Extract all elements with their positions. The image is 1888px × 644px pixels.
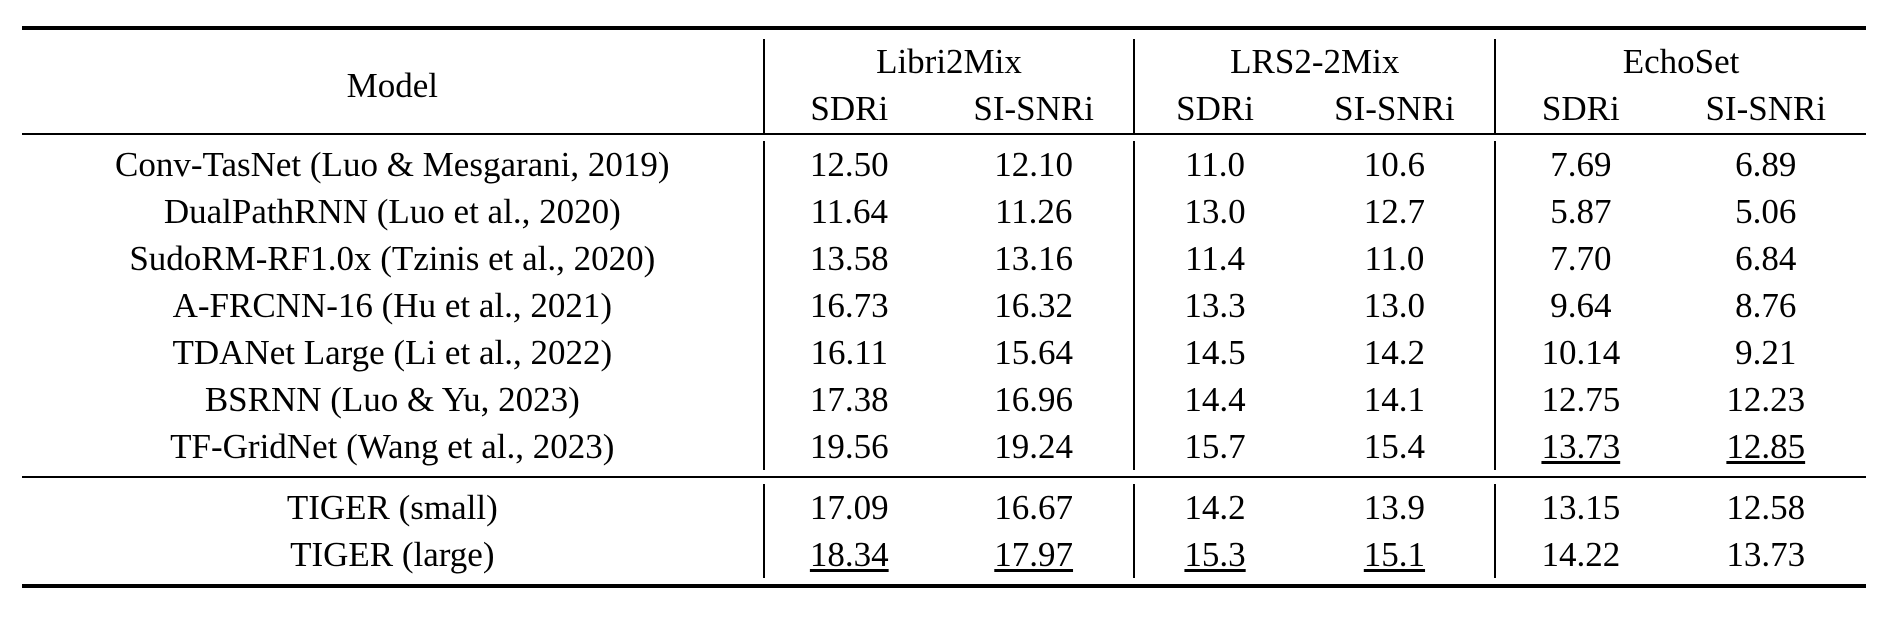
table-row <box>22 484 1866 531</box>
table-row <box>22 235 1866 282</box>
row-cell: 11.0 <box>1134 141 1294 188</box>
row-model-name: TIGER (large) <box>290 534 495 574</box>
row-cell: 15.4 <box>1363 426 1426 466</box>
row-cell: 13.16 <box>994 238 1074 278</box>
row-cell: 7.69 <box>1495 141 1665 188</box>
row-cell: 12.10 <box>994 144 1074 184</box>
row-cell: 16.96 <box>994 379 1074 419</box>
row-cell: 19.56 <box>764 423 934 470</box>
row-cell: 13.73 <box>1726 534 1806 574</box>
table-row <box>22 282 1866 329</box>
row-cell: 12.85 <box>1726 426 1806 466</box>
row-cell: 16.73 <box>764 282 934 329</box>
table-row <box>22 531 1866 578</box>
row-cell: 16.32 <box>994 285 1074 325</box>
header-metric-lrs2-sisnri: SI-SNRi <box>1334 89 1455 128</box>
header-group-echoset: EchoSet <box>1495 39 1866 85</box>
row-cell: 15.7 <box>1134 423 1294 470</box>
row-cell: 5.87 <box>1495 188 1665 235</box>
row-cell: 6.89 <box>1735 144 1797 184</box>
table-bottom-rule <box>22 586 1866 588</box>
row-cell: 12.75 <box>1495 376 1665 423</box>
table-row <box>22 329 1866 376</box>
row-model-name: TIGER (small) <box>286 487 498 527</box>
row-cell: 12.58 <box>1726 487 1806 527</box>
header-metric-libri2mix-sisnri: SI-SNRi <box>973 89 1094 128</box>
header-group-libri2mix: Libri2Mix <box>764 39 1135 85</box>
row-model-name: TF-GridNet (Wang et al., 2023) <box>170 426 615 466</box>
row-cell: 11.64 <box>764 188 934 235</box>
row-model-name: Conv-TasNet (Luo & Mesgarani, 2019) <box>115 144 670 184</box>
row-cell: 14.4 <box>1134 376 1294 423</box>
row-cell: 10.14 <box>1495 329 1665 376</box>
header-group-lrs2-2mix: LRS2-2Mix <box>1134 39 1495 85</box>
row-model-name: TDANet Large (Li et al., 2022) <box>172 332 613 372</box>
header-model: Model <box>346 66 438 105</box>
table-row <box>22 188 1866 235</box>
row-cell: 12.23 <box>1726 379 1806 419</box>
results-table <box>22 26 1866 588</box>
row-cell: 17.97 <box>994 534 1074 574</box>
row-cell: 12.7 <box>1363 191 1426 231</box>
header-metric-lrs2-sdri: SDRi <box>1134 85 1294 134</box>
row-cell: 9.64 <box>1495 282 1665 329</box>
row-cell: 14.2 <box>1363 332 1426 372</box>
row-cell: 17.09 <box>764 484 934 531</box>
row-model-name: BSRNN (Luo & Yu, 2023) <box>204 379 580 419</box>
row-cell: 11.26 <box>994 191 1073 231</box>
row-cell: 13.73 <box>1495 423 1665 470</box>
row-cell: 18.34 <box>764 531 934 578</box>
row-cell: 10.6 <box>1363 144 1426 184</box>
row-cell: 13.0 <box>1363 285 1426 325</box>
row-cell: 12.50 <box>764 141 934 188</box>
body-spacer-bottom <box>22 578 1866 586</box>
row-cell: 13.0 <box>1134 188 1294 235</box>
row-model-name: A-FRCNN-16 (Hu et al., 2021) <box>172 285 612 325</box>
row-cell: 16.67 <box>994 487 1074 527</box>
table-row <box>22 376 1866 423</box>
row-cell: 13.58 <box>764 235 934 282</box>
row-cell: 13.3 <box>1134 282 1294 329</box>
row-cell: 7.70 <box>1495 235 1665 282</box>
header-spacer <box>22 30 1866 39</box>
table-row <box>22 141 1866 188</box>
header-metric-echoset-sisnri: SI-SNRi <box>1705 89 1827 128</box>
header-metric-echoset-sdri: SDRi <box>1495 85 1665 134</box>
header-metric-libri2mix-sdri: SDRi <box>764 85 934 134</box>
row-model-name: DualPathRNN (Luo et al., 2020) <box>163 191 621 231</box>
row-cell: 14.1 <box>1363 379 1426 419</box>
table-row <box>22 423 1866 470</box>
table-group-header-row <box>22 39 1866 85</box>
row-cell: 15.1 <box>1363 534 1426 574</box>
row-cell: 11.0 <box>1364 238 1425 278</box>
row-cell: 17.38 <box>764 376 934 423</box>
row-cell: 6.84 <box>1735 238 1797 278</box>
row-cell: 5.06 <box>1735 191 1797 231</box>
row-cell: 14.2 <box>1134 484 1294 531</box>
row-cell: 8.76 <box>1735 285 1797 325</box>
row-cell: 11.4 <box>1134 235 1294 282</box>
row-model-name: SudoRM-RF1.0x (Tzinis et al., 2020) <box>129 238 656 278</box>
row-cell: 15.3 <box>1134 531 1294 578</box>
row-cell: 14.5 <box>1134 329 1294 376</box>
row-cell: 15.64 <box>994 332 1074 372</box>
row-cell: 16.11 <box>764 329 934 376</box>
row-cell: 13.9 <box>1363 487 1426 527</box>
row-cell: 13.15 <box>1495 484 1665 531</box>
row-cell: 19.24 <box>994 426 1074 466</box>
row-cell: 14.22 <box>1495 531 1665 578</box>
body-spacer-mid <box>22 470 1866 477</box>
row-cell: 9.21 <box>1735 332 1797 372</box>
